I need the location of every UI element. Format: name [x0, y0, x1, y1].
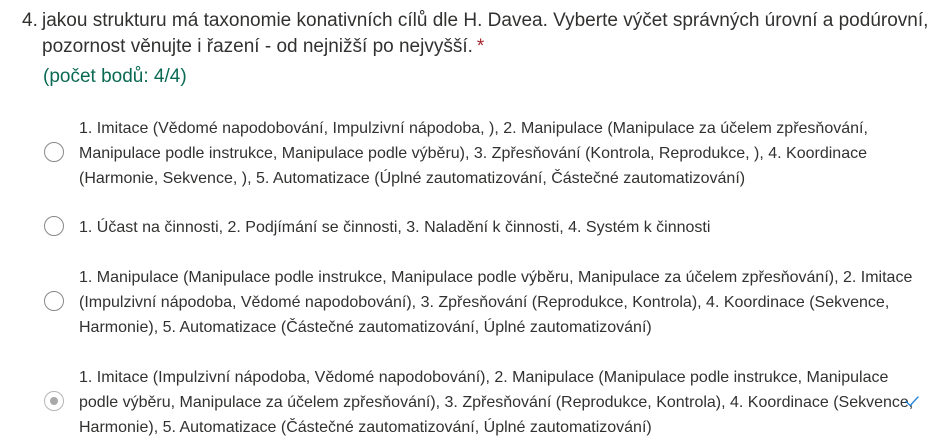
points-label: (počet bodů: 4/4)	[43, 66, 187, 87]
question-text: jakou strukturu má taxonomie konativních cílů dle H. Davea. Vyberte výčet správných úrovní a podúrovní, pozornost věnujte i řazení - od nejnižší po nejvyšší.	[42, 10, 929, 57]
required-mark: *	[476, 36, 485, 57]
option-label: 1. Imitace (Impulzivní nápodoba, Vědomé napodobování), 2. Manipulace (Manipulace podle instrukce, Manipulace podle výběru, Manipulace za účelem zpřesňování), 3. Zpřesňování (Reprodukce, Kontrola), 4. Koordinace (Sekvence, Harmonie), 5. Automatizace (Částečné zautomatizování, Úplné zautomatizování)	[79, 369, 914, 436]
question-number: 4.	[22, 10, 38, 31]
option-label: 1. Účast na činnosti, 2. Podjímání se činnosti, 3. Naladění k činnosti, 4. Systém k činnosti	[79, 219, 711, 236]
radio-dot	[50, 397, 58, 405]
option-label: 1. Manipulace (Manipulace podle instrukce, Manipulace podle výběru, Manipulace za účelem zpřesňování), 2. Imitace (Impulzivní nápodoba, Vědomé napodobování), 3. Zpřesňování (Reprodukce, Kontrola), 4. Koordinace (Sekvence, Harmonie), 5. Automatizace (Částečné zautomatizování, Úplné zautomatizování)	[79, 269, 913, 336]
option-label: 1. Imitace (Vědomé napodobování, Impulzivní nápodoba, ), 2. Manipulace (Manipulace za účelem zpřesňování, Manipulace podle instrukce, Manipulace podle výběru), 3. Zpřesňování (Kontrola, Reprodukce, ), 4. Koordinace (Harmonie, Sekvence, ), 5. Automatizace (Úplné zautomatizování, Částečné zautomatizování)	[79, 120, 868, 187]
radio-button-selected[interactable]	[44, 391, 64, 411]
radio-button[interactable]	[44, 142, 64, 162]
checkmark-icon	[902, 391, 922, 411]
radio-button[interactable]	[44, 291, 64, 311]
radio-button[interactable]	[44, 216, 64, 236]
question-title	[22, 8, 937, 60]
